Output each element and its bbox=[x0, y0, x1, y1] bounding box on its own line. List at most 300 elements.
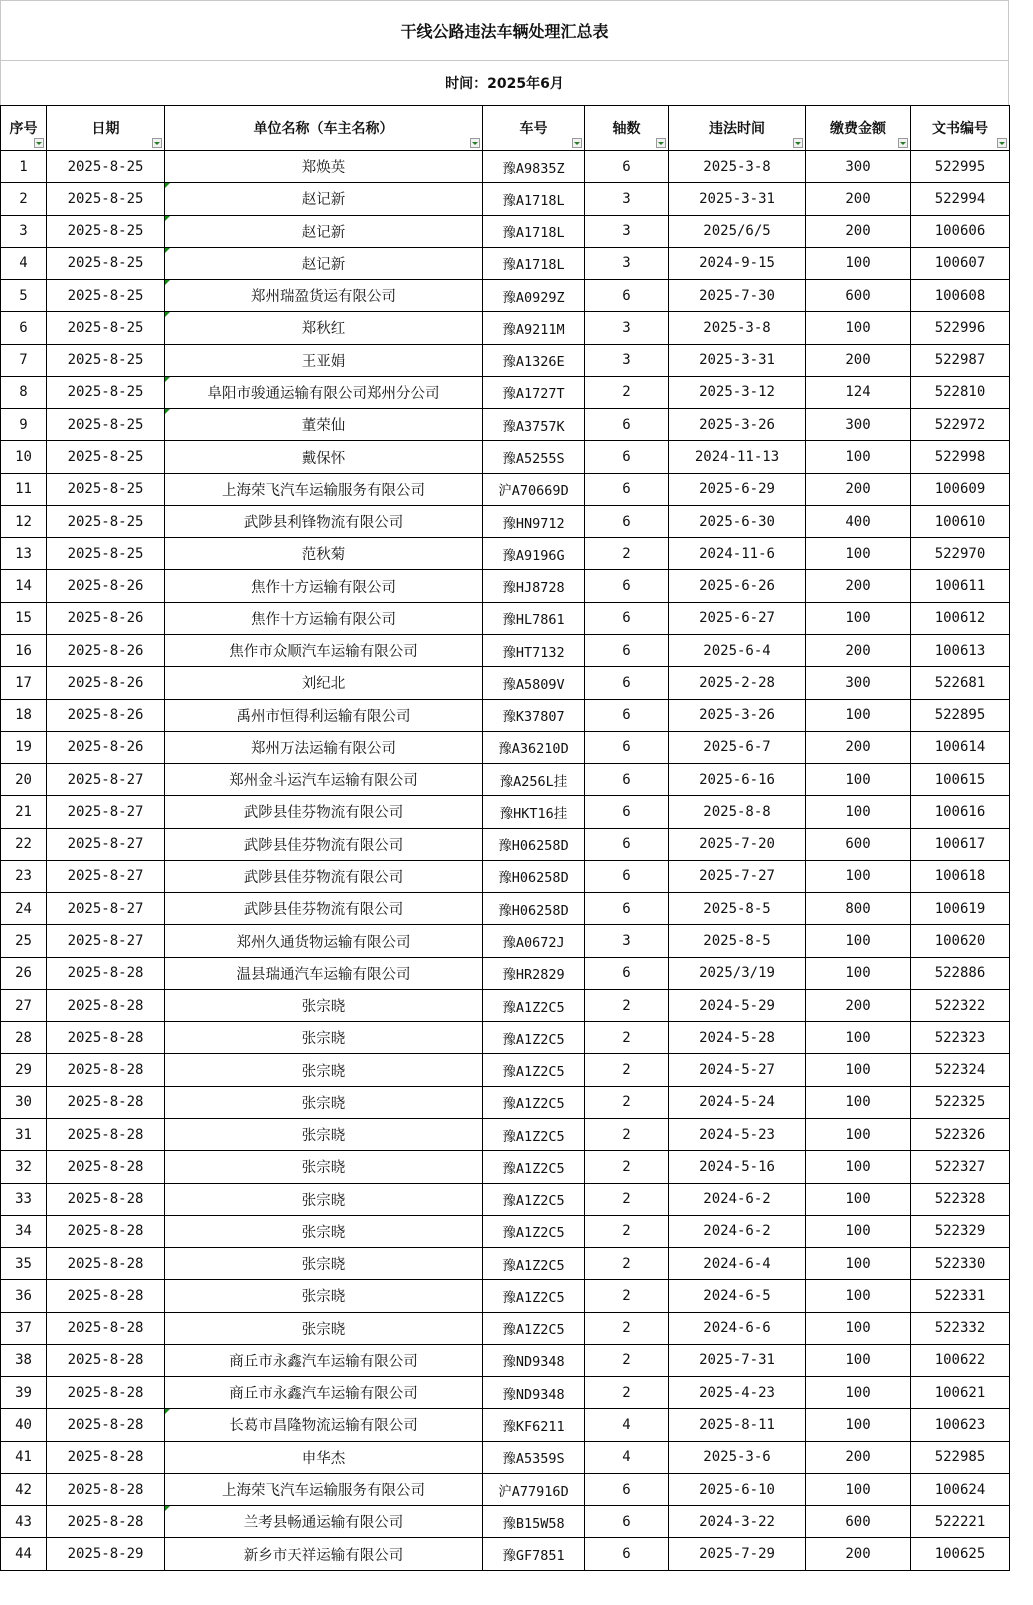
cell-owner[interactable]: 上海荣飞汽车运输服务有限公司 bbox=[165, 1473, 483, 1505]
cell-doc-no[interactable]: 522994 bbox=[911, 183, 1010, 215]
cell-date[interactable]: 2025-8-27 bbox=[47, 860, 165, 892]
cell-plate[interactable]: 豫A5809V bbox=[483, 667, 585, 699]
cell-plate[interactable]: 豫HN9712 bbox=[483, 505, 585, 537]
cell-fee[interactable]: 100 bbox=[806, 925, 911, 957]
cell-date[interactable]: 2025-8-26 bbox=[47, 570, 165, 602]
cell-doc-no[interactable]: 100625 bbox=[911, 1538, 1010, 1570]
cell-fee[interactable]: 200 bbox=[806, 473, 911, 505]
cell-fee[interactable]: 100 bbox=[806, 247, 911, 279]
cell-plate[interactable]: 豫KF6211 bbox=[483, 1409, 585, 1441]
column-header-date[interactable] bbox=[47, 106, 165, 151]
cell-doc-no[interactable]: 100610 bbox=[911, 505, 1010, 537]
cell-doc-no[interactable]: 522221 bbox=[911, 1506, 1010, 1538]
cell-owner[interactable]: 阜阳市骏通运输有限公司郑州分公司 bbox=[165, 376, 483, 408]
cell-seq[interactable]: 3 bbox=[1, 215, 47, 247]
cell-axles[interactable]: 2 bbox=[585, 376, 669, 408]
cell-owner[interactable]: 张宗晓 bbox=[165, 1054, 483, 1086]
cell-violation-time[interactable]: 2025-6-27 bbox=[669, 602, 806, 634]
cell-violation-time[interactable]: 2024-6-4 bbox=[669, 1248, 806, 1280]
cell-axles[interactable]: 6 bbox=[585, 505, 669, 537]
cell-axles[interactable]: 3 bbox=[585, 247, 669, 279]
cell-date[interactable]: 2025-8-25 bbox=[47, 344, 165, 376]
cell-fee[interactable]: 200 bbox=[806, 731, 911, 763]
cell-plate[interactable]: 豫A9835Z bbox=[483, 151, 585, 183]
cell-fee[interactable]: 100 bbox=[806, 1312, 911, 1344]
cell-plate[interactable]: 豫B15W58 bbox=[483, 1506, 585, 1538]
cell-owner[interactable]: 张宗晓 bbox=[165, 1280, 483, 1312]
cell-plate[interactable]: 豫A1718L bbox=[483, 215, 585, 247]
cell-seq[interactable]: 39 bbox=[1, 1377, 47, 1409]
cell-date[interactable]: 2025-8-28 bbox=[47, 1151, 165, 1183]
cell-doc-no[interactable]: 522987 bbox=[911, 344, 1010, 376]
cell-axles[interactable]: 2 bbox=[585, 1344, 669, 1376]
cell-seq[interactable]: 15 bbox=[1, 602, 47, 634]
cell-fee[interactable]: 800 bbox=[806, 893, 911, 925]
cell-doc-no[interactable]: 100612 bbox=[911, 602, 1010, 634]
column-header-owner[interactable] bbox=[165, 106, 483, 151]
cell-date[interactable]: 2025-8-28 bbox=[47, 1473, 165, 1505]
cell-violation-time[interactable]: 2025/6/5 bbox=[669, 215, 806, 247]
cell-doc-no[interactable]: 522331 bbox=[911, 1280, 1010, 1312]
cell-owner[interactable]: 赵记新 bbox=[165, 247, 483, 279]
cell-fee[interactable]: 200 bbox=[806, 1538, 911, 1570]
cell-owner[interactable]: 张宗晓 bbox=[165, 1215, 483, 1247]
cell-axles[interactable]: 6 bbox=[585, 441, 669, 473]
cell-violation-time[interactable]: 2024-6-2 bbox=[669, 1215, 806, 1247]
cell-seq[interactable]: 43 bbox=[1, 1506, 47, 1538]
cell-plate[interactable]: 豫A1Z2C5 bbox=[483, 1280, 585, 1312]
cell-axles[interactable]: 3 bbox=[585, 925, 669, 957]
cell-axles[interactable]: 2 bbox=[585, 1280, 669, 1312]
cell-violation-time[interactable]: 2025-3-31 bbox=[669, 183, 806, 215]
cell-owner[interactable]: 王亚娟 bbox=[165, 344, 483, 376]
cell-owner[interactable]: 范秋菊 bbox=[165, 538, 483, 570]
column-header-plate[interactable] bbox=[483, 106, 585, 151]
cell-doc-no[interactable]: 522328 bbox=[911, 1183, 1010, 1215]
cell-fee[interactable]: 100 bbox=[806, 1280, 911, 1312]
cell-doc-no[interactable]: 522810 bbox=[911, 376, 1010, 408]
cell-owner[interactable]: 兰考县畅通运输有限公司 bbox=[165, 1506, 483, 1538]
cell-violation-time[interactable]: 2025-3-12 bbox=[669, 376, 806, 408]
cell-doc-no[interactable]: 522327 bbox=[911, 1151, 1010, 1183]
cell-date[interactable]: 2025-8-28 bbox=[47, 1441, 165, 1473]
cell-fee[interactable]: 100 bbox=[806, 312, 911, 344]
cell-plate[interactable]: 豫HKT16挂 bbox=[483, 796, 585, 828]
cell-owner[interactable]: 禹州市恒得利运输有限公司 bbox=[165, 699, 483, 731]
cell-date[interactable]: 2025-8-27 bbox=[47, 925, 165, 957]
cell-date[interactable]: 2025-8-27 bbox=[47, 764, 165, 796]
cell-owner[interactable]: 商丘市永鑫汽车运输有限公司 bbox=[165, 1344, 483, 1376]
cell-doc-no[interactable]: 100613 bbox=[911, 634, 1010, 666]
cell-fee[interactable]: 400 bbox=[806, 505, 911, 537]
cell-date[interactable]: 2025-8-26 bbox=[47, 634, 165, 666]
cell-violation-time[interactable]: 2025-8-5 bbox=[669, 925, 806, 957]
cell-doc-no[interactable]: 522324 bbox=[911, 1054, 1010, 1086]
cell-fee[interactable]: 100 bbox=[806, 796, 911, 828]
cell-axles[interactable]: 2 bbox=[585, 1312, 669, 1344]
cell-doc-no[interactable]: 100607 bbox=[911, 247, 1010, 279]
cell-seq[interactable]: 5 bbox=[1, 280, 47, 312]
cell-date[interactable]: 2025-8-25 bbox=[47, 247, 165, 279]
cell-seq[interactable]: 13 bbox=[1, 538, 47, 570]
cell-doc-no[interactable]: 522895 bbox=[911, 699, 1010, 731]
cell-axles[interactable]: 6 bbox=[585, 893, 669, 925]
cell-date[interactable]: 2025-8-25 bbox=[47, 215, 165, 247]
cell-axles[interactable]: 6 bbox=[585, 667, 669, 699]
cell-axles[interactable]: 2 bbox=[585, 538, 669, 570]
cell-seq[interactable]: 32 bbox=[1, 1151, 47, 1183]
cell-violation-time[interactable]: 2025-6-7 bbox=[669, 731, 806, 763]
cell-doc-no[interactable]: 522985 bbox=[911, 1441, 1010, 1473]
cell-plate[interactable]: 豫K37807 bbox=[483, 699, 585, 731]
cell-violation-time[interactable]: 2024-5-29 bbox=[669, 989, 806, 1021]
cell-doc-no[interactable]: 100609 bbox=[911, 473, 1010, 505]
cell-axles[interactable]: 6 bbox=[585, 280, 669, 312]
cell-axles[interactable]: 2 bbox=[585, 1248, 669, 1280]
cell-axles[interactable]: 6 bbox=[585, 1473, 669, 1505]
cell-owner[interactable]: 武陟县佳芬物流有限公司 bbox=[165, 860, 483, 892]
cell-fee[interactable]: 100 bbox=[806, 441, 911, 473]
cell-owner[interactable]: 新乡市天祥运输有限公司 bbox=[165, 1538, 483, 1570]
cell-fee[interactable]: 200 bbox=[806, 634, 911, 666]
cell-date[interactable]: 2025-8-28 bbox=[47, 1183, 165, 1215]
cell-plate[interactable]: 豫HR2829 bbox=[483, 957, 585, 989]
cell-date[interactable]: 2025-8-25 bbox=[47, 473, 165, 505]
cell-seq[interactable]: 29 bbox=[1, 1054, 47, 1086]
cell-seq[interactable]: 19 bbox=[1, 731, 47, 763]
cell-axles[interactable]: 6 bbox=[585, 151, 669, 183]
cell-fee[interactable]: 200 bbox=[806, 570, 911, 602]
cell-axles[interactable]: 6 bbox=[585, 860, 669, 892]
cell-violation-time[interactable]: 2025-7-31 bbox=[669, 1344, 806, 1376]
cell-fee[interactable]: 600 bbox=[806, 280, 911, 312]
cell-violation-time[interactable]: 2025-8-8 bbox=[669, 796, 806, 828]
cell-fee[interactable]: 100 bbox=[806, 764, 911, 796]
cell-violation-time[interactable]: 2025-4-23 bbox=[669, 1377, 806, 1409]
cell-seq[interactable]: 34 bbox=[1, 1215, 47, 1247]
cell-axles[interactable]: 6 bbox=[585, 1506, 669, 1538]
cell-owner[interactable]: 长葛市昌隆物流运输有限公司 bbox=[165, 1409, 483, 1441]
cell-doc-no[interactable]: 100621 bbox=[911, 1377, 1010, 1409]
cell-axles[interactable]: 3 bbox=[585, 344, 669, 376]
cell-violation-time[interactable]: 2024-11-6 bbox=[669, 538, 806, 570]
cell-seq[interactable]: 17 bbox=[1, 667, 47, 699]
cell-date[interactable]: 2025-8-26 bbox=[47, 699, 165, 731]
cell-plate[interactable]: 豫A1Z2C5 bbox=[483, 1215, 585, 1247]
cell-date[interactable]: 2025-8-25 bbox=[47, 441, 165, 473]
cell-axles[interactable]: 2 bbox=[585, 1086, 669, 1118]
cell-axles[interactable]: 6 bbox=[585, 957, 669, 989]
cell-doc-no[interactable]: 100624 bbox=[911, 1473, 1010, 1505]
cell-date[interactable]: 2025-8-25 bbox=[47, 312, 165, 344]
cell-date[interactable]: 2025-8-26 bbox=[47, 731, 165, 763]
cell-owner[interactable]: 张宗晓 bbox=[165, 1022, 483, 1054]
cell-plate[interactable]: 豫A1Z2C5 bbox=[483, 1054, 585, 1086]
cell-doc-no[interactable]: 100611 bbox=[911, 570, 1010, 602]
cell-plate[interactable]: 豫HJ8728 bbox=[483, 570, 585, 602]
cell-plate[interactable]: 豫A1Z2C5 bbox=[483, 1183, 585, 1215]
cell-date[interactable]: 2025-8-25 bbox=[47, 151, 165, 183]
cell-seq[interactable]: 8 bbox=[1, 376, 47, 408]
column-header-fee[interactable] bbox=[806, 106, 911, 151]
cell-violation-time[interactable]: 2024-5-27 bbox=[669, 1054, 806, 1086]
cell-plate[interactable]: 沪A77916D bbox=[483, 1473, 585, 1505]
cell-fee[interactable]: 200 bbox=[806, 183, 911, 215]
cell-seq[interactable]: 6 bbox=[1, 312, 47, 344]
cell-date[interactable]: 2025-8-28 bbox=[47, 1215, 165, 1247]
cell-fee[interactable]: 200 bbox=[806, 1441, 911, 1473]
cell-violation-time[interactable]: 2024-6-5 bbox=[669, 1280, 806, 1312]
cell-fee[interactable]: 124 bbox=[806, 376, 911, 408]
cell-date[interactable]: 2025-8-29 bbox=[47, 1538, 165, 1570]
cell-axles[interactable]: 6 bbox=[585, 409, 669, 441]
cell-fee[interactable]: 100 bbox=[806, 1377, 911, 1409]
cell-owner[interactable]: 郑焕英 bbox=[165, 151, 483, 183]
cell-seq[interactable]: 10 bbox=[1, 441, 47, 473]
cell-owner[interactable]: 商丘市永鑫汽车运输有限公司 bbox=[165, 1377, 483, 1409]
cell-doc-no[interactable]: 100622 bbox=[911, 1344, 1010, 1376]
cell-seq[interactable]: 38 bbox=[1, 1344, 47, 1376]
cell-seq[interactable]: 1 bbox=[1, 151, 47, 183]
cell-doc-no[interactable]: 522332 bbox=[911, 1312, 1010, 1344]
cell-axles[interactable]: 6 bbox=[585, 570, 669, 602]
cell-fee[interactable]: 100 bbox=[806, 1215, 911, 1247]
cell-plate[interactable]: 豫A0929Z bbox=[483, 280, 585, 312]
cell-owner[interactable]: 焦作市众顺汽车运输有限公司 bbox=[165, 634, 483, 666]
cell-plate[interactable]: 豫H06258D bbox=[483, 893, 585, 925]
cell-plate[interactable]: 豫A9196G bbox=[483, 538, 585, 570]
cell-fee[interactable]: 100 bbox=[806, 957, 911, 989]
cell-seq[interactable]: 7 bbox=[1, 344, 47, 376]
cell-axles[interactable]: 2 bbox=[585, 989, 669, 1021]
filter-dropdown-icon[interactable] bbox=[470, 138, 480, 148]
cell-axles[interactable]: 4 bbox=[585, 1409, 669, 1441]
cell-seq[interactable]: 35 bbox=[1, 1248, 47, 1280]
cell-doc-no[interactable]: 522972 bbox=[911, 409, 1010, 441]
column-header-seq[interactable] bbox=[1, 106, 47, 151]
cell-doc-no[interactable]: 522886 bbox=[911, 957, 1010, 989]
cell-plate[interactable]: 豫A1727T bbox=[483, 376, 585, 408]
cell-axles[interactable]: 6 bbox=[585, 731, 669, 763]
cell-plate[interactable]: 豫A1Z2C5 bbox=[483, 1086, 585, 1118]
cell-fee[interactable]: 200 bbox=[806, 989, 911, 1021]
column-header-doc-no[interactable] bbox=[911, 106, 1010, 151]
cell-doc-no[interactable]: 100619 bbox=[911, 893, 1010, 925]
cell-violation-time[interactable]: 2025-7-20 bbox=[669, 828, 806, 860]
cell-seq[interactable]: 20 bbox=[1, 764, 47, 796]
filter-dropdown-icon[interactable] bbox=[152, 138, 162, 148]
cell-seq[interactable]: 9 bbox=[1, 409, 47, 441]
cell-doc-no[interactable]: 100615 bbox=[911, 764, 1010, 796]
cell-owner[interactable]: 武陟县利锋物流有限公司 bbox=[165, 505, 483, 537]
cell-date[interactable]: 2025-8-25 bbox=[47, 376, 165, 408]
cell-violation-time[interactable]: 2025-6-29 bbox=[669, 473, 806, 505]
cell-seq[interactable]: 41 bbox=[1, 1441, 47, 1473]
cell-fee[interactable]: 600 bbox=[806, 828, 911, 860]
cell-owner[interactable]: 郑州久通货物运输有限公司 bbox=[165, 925, 483, 957]
cell-date[interactable]: 2025-8-25 bbox=[47, 505, 165, 537]
cell-seq[interactable]: 36 bbox=[1, 1280, 47, 1312]
cell-plate[interactable]: 豫HT7132 bbox=[483, 634, 585, 666]
cell-seq[interactable]: 30 bbox=[1, 1086, 47, 1118]
cell-axles[interactable]: 6 bbox=[585, 828, 669, 860]
cell-doc-no[interactable]: 522998 bbox=[911, 441, 1010, 473]
cell-date[interactable]: 2025-8-27 bbox=[47, 828, 165, 860]
cell-owner[interactable]: 张宗晓 bbox=[165, 1248, 483, 1280]
cell-axles[interactable]: 2 bbox=[585, 1054, 669, 1086]
cell-date[interactable]: 2025-8-28 bbox=[47, 1086, 165, 1118]
cell-seq[interactable]: 42 bbox=[1, 1473, 47, 1505]
cell-violation-time[interactable]: 2025-3-31 bbox=[669, 344, 806, 376]
cell-plate[interactable]: 豫A1Z2C5 bbox=[483, 1151, 585, 1183]
cell-owner[interactable]: 赵记新 bbox=[165, 183, 483, 215]
cell-fee[interactable]: 100 bbox=[806, 699, 911, 731]
cell-plate[interactable]: 豫A0672J bbox=[483, 925, 585, 957]
cell-fee[interactable]: 100 bbox=[806, 1054, 911, 1086]
cell-doc-no[interactable]: 100618 bbox=[911, 860, 1010, 892]
cell-owner[interactable]: 郑州万法运输有限公司 bbox=[165, 731, 483, 763]
cell-date[interactable]: 2025-8-25 bbox=[47, 183, 165, 215]
cell-plate[interactable]: 豫A1Z2C5 bbox=[483, 1248, 585, 1280]
cell-plate[interactable]: 豫A256L挂 bbox=[483, 764, 585, 796]
cell-fee[interactable]: 100 bbox=[806, 860, 911, 892]
cell-seq[interactable]: 22 bbox=[1, 828, 47, 860]
cell-plate[interactable]: 豫A1718L bbox=[483, 247, 585, 279]
cell-plate[interactable]: 豫GF7851 bbox=[483, 1538, 585, 1570]
cell-violation-time[interactable]: 2024-5-23 bbox=[669, 1118, 806, 1150]
filter-dropdown-icon[interactable] bbox=[656, 138, 666, 148]
cell-axles[interactable]: 6 bbox=[585, 764, 669, 796]
cell-fee[interactable]: 300 bbox=[806, 151, 911, 183]
cell-fee[interactable]: 200 bbox=[806, 215, 911, 247]
cell-date[interactable]: 2025-8-28 bbox=[47, 1312, 165, 1344]
cell-owner[interactable]: 张宗晓 bbox=[165, 1183, 483, 1215]
cell-date[interactable]: 2025-8-27 bbox=[47, 796, 165, 828]
cell-violation-time[interactable]: 2025/3/19 bbox=[669, 957, 806, 989]
cell-date[interactable]: 2025-8-28 bbox=[47, 1118, 165, 1150]
cell-plate[interactable]: 豫H06258D bbox=[483, 828, 585, 860]
cell-date[interactable]: 2025-8-26 bbox=[47, 667, 165, 699]
cell-fee[interactable]: 100 bbox=[806, 1344, 911, 1376]
cell-fee[interactable]: 100 bbox=[806, 1086, 911, 1118]
cell-axles[interactable]: 2 bbox=[585, 1022, 669, 1054]
cell-violation-time[interactable]: 2024-11-13 bbox=[669, 441, 806, 473]
cell-date[interactable]: 2025-8-25 bbox=[47, 538, 165, 570]
cell-fee[interactable]: 100 bbox=[806, 1151, 911, 1183]
cell-plate[interactable]: 豫H06258D bbox=[483, 860, 585, 892]
cell-seq[interactable]: 12 bbox=[1, 505, 47, 537]
cell-seq[interactable]: 14 bbox=[1, 570, 47, 602]
cell-fee[interactable]: 100 bbox=[806, 1473, 911, 1505]
cell-plate[interactable]: 豫A3757K bbox=[483, 409, 585, 441]
cell-violation-time[interactable]: 2024-9-15 bbox=[669, 247, 806, 279]
cell-plate[interactable]: 豫A5359S bbox=[483, 1441, 585, 1473]
cell-axles[interactable]: 6 bbox=[585, 699, 669, 731]
cell-seq[interactable]: 25 bbox=[1, 925, 47, 957]
cell-violation-time[interactable]: 2024-5-24 bbox=[669, 1086, 806, 1118]
cell-owner[interactable]: 温县瑞通汽车运输有限公司 bbox=[165, 957, 483, 989]
cell-violation-time[interactable]: 2025-6-30 bbox=[669, 505, 806, 537]
cell-violation-time[interactable]: 2024-5-16 bbox=[669, 1151, 806, 1183]
cell-seq[interactable]: 40 bbox=[1, 1409, 47, 1441]
cell-owner[interactable]: 郑州金斗运汽车运输有限公司 bbox=[165, 764, 483, 796]
cell-doc-no[interactable]: 522681 bbox=[911, 667, 1010, 699]
cell-violation-time[interactable]: 2025-6-10 bbox=[669, 1473, 806, 1505]
cell-fee[interactable]: 300 bbox=[806, 667, 911, 699]
cell-owner[interactable]: 武陟县佳芬物流有限公司 bbox=[165, 796, 483, 828]
cell-plate[interactable]: 豫ND9348 bbox=[483, 1377, 585, 1409]
cell-doc-no[interactable]: 100614 bbox=[911, 731, 1010, 763]
cell-fee[interactable]: 100 bbox=[806, 1183, 911, 1215]
cell-plate[interactable]: 豫A36210D bbox=[483, 731, 585, 763]
cell-seq[interactable]: 33 bbox=[1, 1183, 47, 1215]
cell-date[interactable]: 2025-8-28 bbox=[47, 1054, 165, 1086]
cell-doc-no[interactable]: 100623 bbox=[911, 1409, 1010, 1441]
cell-fee[interactable]: 100 bbox=[806, 1118, 911, 1150]
cell-plate[interactable]: 沪A70669D bbox=[483, 473, 585, 505]
cell-date[interactable]: 2025-8-28 bbox=[47, 1409, 165, 1441]
cell-doc-no[interactable]: 522329 bbox=[911, 1215, 1010, 1247]
cell-violation-time[interactable]: 2025-3-8 bbox=[669, 312, 806, 344]
cell-seq[interactable]: 37 bbox=[1, 1312, 47, 1344]
filter-dropdown-icon[interactable] bbox=[898, 138, 908, 148]
cell-violation-time[interactable]: 2025-3-26 bbox=[669, 699, 806, 731]
cell-doc-no[interactable]: 522330 bbox=[911, 1248, 1010, 1280]
cell-fee[interactable]: 100 bbox=[806, 1248, 911, 1280]
cell-doc-no[interactable]: 100616 bbox=[911, 796, 1010, 828]
cell-axles[interactable]: 2 bbox=[585, 1215, 669, 1247]
cell-date[interactable]: 2025-8-28 bbox=[47, 1022, 165, 1054]
cell-violation-time[interactable]: 2024-6-6 bbox=[669, 1312, 806, 1344]
cell-axles[interactable]: 4 bbox=[585, 1441, 669, 1473]
cell-plate[interactable]: 豫A1Z2C5 bbox=[483, 1118, 585, 1150]
cell-violation-time[interactable]: 2024-6-2 bbox=[669, 1183, 806, 1215]
cell-date[interactable]: 2025-8-28 bbox=[47, 989, 165, 1021]
cell-axles[interactable]: 2 bbox=[585, 1183, 669, 1215]
cell-fee[interactable]: 100 bbox=[806, 1409, 911, 1441]
cell-violation-time[interactable]: 2024-5-28 bbox=[669, 1022, 806, 1054]
cell-plate[interactable]: 豫ND9348 bbox=[483, 1344, 585, 1376]
cell-axles[interactable]: 3 bbox=[585, 312, 669, 344]
cell-violation-time[interactable]: 2025-6-16 bbox=[669, 764, 806, 796]
cell-owner[interactable]: 刘纪北 bbox=[165, 667, 483, 699]
cell-axles[interactable]: 3 bbox=[585, 183, 669, 215]
cell-date[interactable]: 2025-8-26 bbox=[47, 602, 165, 634]
cell-date[interactable]: 2025-8-28 bbox=[47, 1377, 165, 1409]
cell-seq[interactable]: 18 bbox=[1, 699, 47, 731]
cell-owner[interactable]: 郑秋红 bbox=[165, 312, 483, 344]
cell-plate[interactable]: 豫A1326E bbox=[483, 344, 585, 376]
cell-violation-time[interactable]: 2025-3-26 bbox=[669, 409, 806, 441]
cell-owner[interactable]: 焦作十方运输有限公司 bbox=[165, 570, 483, 602]
cell-violation-time[interactable]: 2025-2-28 bbox=[669, 667, 806, 699]
cell-date[interactable]: 2025-8-28 bbox=[47, 1280, 165, 1312]
cell-owner[interactable]: 张宗晓 bbox=[165, 1086, 483, 1118]
cell-owner[interactable]: 董荣仙 bbox=[165, 409, 483, 441]
cell-axles[interactable]: 2 bbox=[585, 1118, 669, 1150]
cell-fee[interactable]: 200 bbox=[806, 344, 911, 376]
cell-date[interactable]: 2025-8-28 bbox=[47, 1506, 165, 1538]
cell-fee[interactable]: 100 bbox=[806, 538, 911, 570]
cell-plate[interactable]: 豫A1718L bbox=[483, 183, 585, 215]
cell-violation-time[interactable]: 2024-3-22 bbox=[669, 1506, 806, 1538]
cell-doc-no[interactable]: 100608 bbox=[911, 280, 1010, 312]
cell-doc-no[interactable]: 522322 bbox=[911, 989, 1010, 1021]
cell-violation-time[interactable]: 2025-3-6 bbox=[669, 1441, 806, 1473]
cell-seq[interactable]: 26 bbox=[1, 957, 47, 989]
cell-plate[interactable]: 豫A1Z2C5 bbox=[483, 1022, 585, 1054]
cell-date[interactable]: 2025-8-28 bbox=[47, 1248, 165, 1280]
